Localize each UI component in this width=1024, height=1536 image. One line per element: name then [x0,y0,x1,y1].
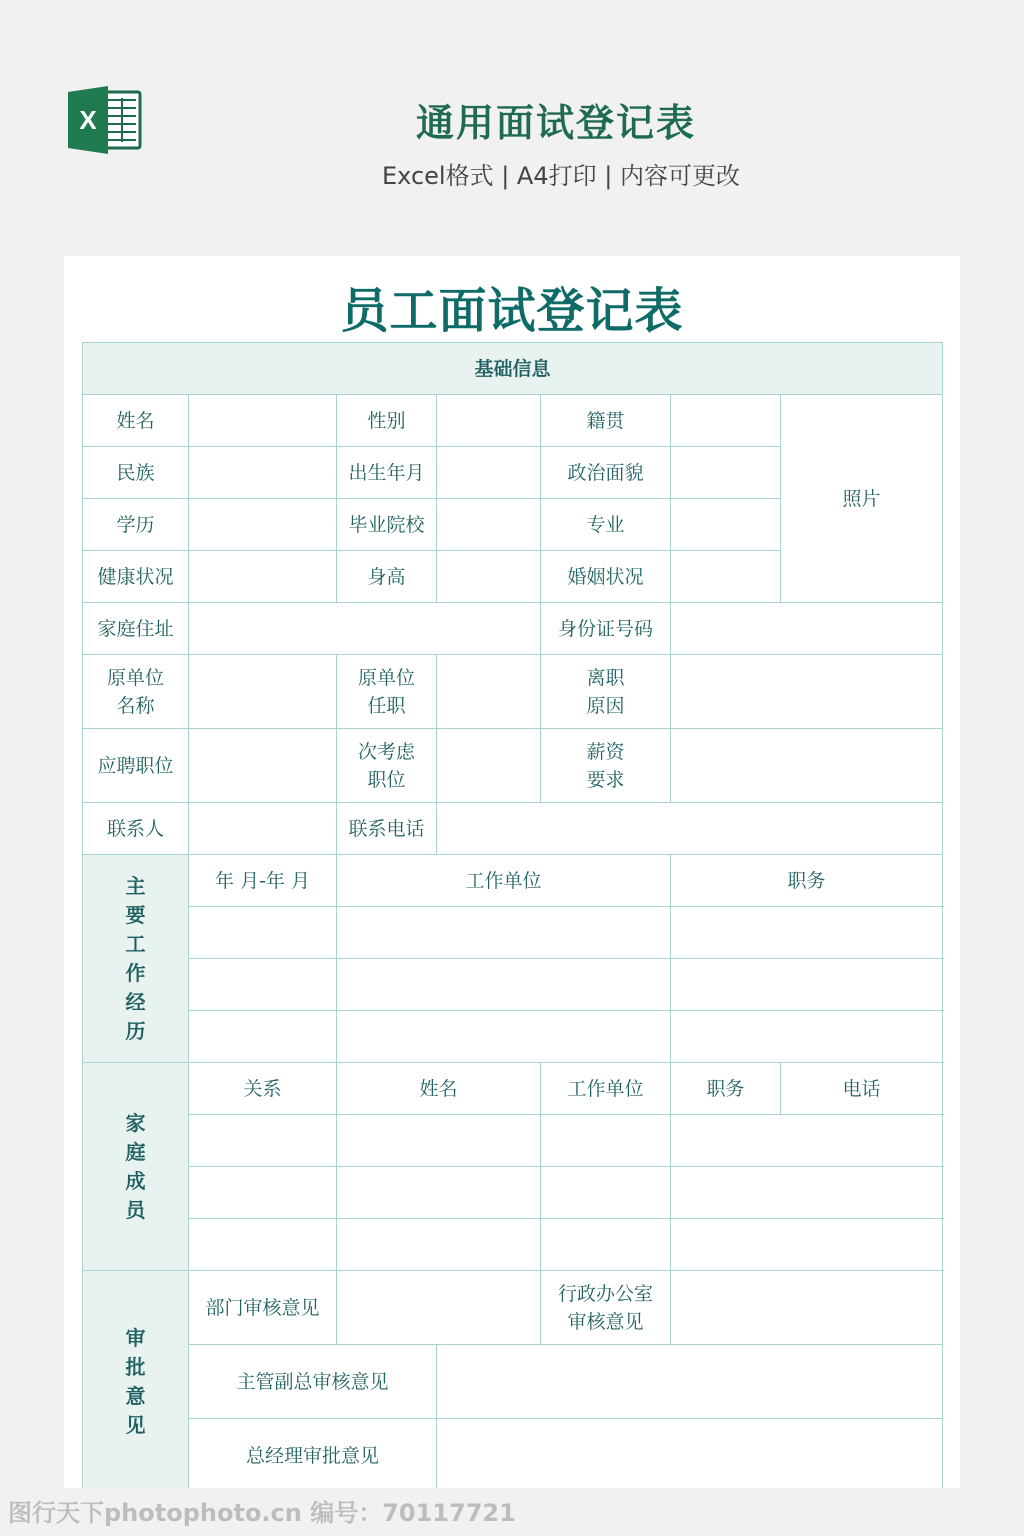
field-id-number[interactable] [671,603,943,655]
page-subtitle: Excel格式 | A4打印 | 内容可更改 [382,162,740,190]
label-applied-position: 应聘职位 [83,729,189,803]
family-cell-duty-phone[interactable] [671,1115,943,1167]
field-prev-unit[interactable] [189,655,337,729]
field-political[interactable] [671,447,781,499]
work-cell-unit[interactable] [337,907,671,959]
form-table [82,342,943,1488]
family-cell-relation[interactable] [189,1115,337,1167]
family-cell-duty-phone[interactable] [671,1219,943,1271]
family-row [83,1167,943,1219]
label-gender: 性别 [337,395,437,447]
work-header-unit: 工作单位 [337,855,671,907]
family-header-duty: 职务 [671,1063,781,1115]
work-header-period: 年 月-年 月 [189,855,337,907]
field-leave-reason[interactable] [671,655,943,729]
field-ethnicity[interactable] [189,447,337,499]
family-row [83,1115,943,1167]
label-political: 政治面貌 [541,447,671,499]
field-name[interactable] [189,395,337,447]
section-approval: 审 批 意 见 [83,1271,189,1489]
field-native-place[interactable] [671,395,781,447]
field-education[interactable] [189,499,337,551]
form-title: 员工面试登记表 [340,283,684,339]
field-admin-review[interactable] [671,1271,943,1345]
label-prev-unit: 原单位 名称 [83,655,189,729]
family-cell-name[interactable] [337,1219,541,1271]
label-dept-review: 部门审核意见 [189,1271,337,1345]
label-name: 姓名 [83,395,189,447]
work-header-duty: 职务 [671,855,943,907]
page-header [0,0,1024,240]
family-cell-unit[interactable] [541,1167,671,1219]
field-height[interactable] [437,551,541,603]
label-leave-reason: 离职 原因 [541,655,671,729]
field-marital[interactable] [671,551,781,603]
family-cell-relation[interactable] [189,1167,337,1219]
label-alt-position: 次考虑 职位 [337,729,437,803]
excel-icon-letter: X [79,105,97,135]
work-cell-period[interactable] [189,959,337,1011]
field-alt-position[interactable] [437,729,541,803]
photo-box[interactable]: 照片 [781,395,943,603]
label-major: 专业 [541,499,671,551]
work-row [83,1011,943,1063]
section-work-experience: 主 要 工 作 经 历 [83,855,189,1063]
field-applied-position[interactable] [189,729,337,803]
field-contact-phone[interactable] [437,803,943,855]
work-row [83,959,943,1011]
field-salary[interactable] [671,729,943,803]
label-health: 健康状况 [83,551,189,603]
label-contact-phone: 联系电话 [337,803,437,855]
label-prev-position: 原单位 任职 [337,655,437,729]
watermark: 图行天下photophoto.cn 编号：70117721 [8,1499,516,1527]
family-cell-name[interactable] [337,1167,541,1219]
field-contact[interactable] [189,803,337,855]
form-sheet [64,256,960,1488]
label-admin-review: 行政办公室 审核意见 [541,1271,671,1345]
label-ethnicity: 民族 [83,447,189,499]
work-cell-unit[interactable] [337,1011,671,1063]
label-vp-review: 主管副总审核意见 [189,1345,437,1419]
label-birth: 出生年月 [337,447,437,499]
field-birth[interactable] [437,447,541,499]
work-cell-period[interactable] [189,1011,337,1063]
family-header-unit: 工作单位 [541,1063,671,1115]
field-gm-review[interactable] [437,1419,943,1489]
family-cell-unit[interactable] [541,1115,671,1167]
label-address: 家庭住址 [83,603,189,655]
field-address[interactable] [189,603,541,655]
family-header-name: 姓名 [337,1063,541,1115]
work-cell-duty[interactable] [671,959,943,1011]
field-dept-review[interactable] [337,1271,541,1345]
family-header-relation: 关系 [189,1063,337,1115]
work-row [83,907,943,959]
label-height: 身高 [337,551,437,603]
label-education: 学历 [83,499,189,551]
section-basic-info: 基础信息 [83,343,943,395]
section-family-members: 家 庭 成 员 [83,1063,189,1271]
label-marital: 婚姻状况 [541,551,671,603]
family-cell-relation[interactable] [189,1219,337,1271]
field-school[interactable] [437,499,541,551]
work-cell-duty[interactable] [671,1011,943,1063]
family-cell-name[interactable] [337,1115,541,1167]
field-major[interactable] [671,499,781,551]
label-id-number: 身份证号码 [541,603,671,655]
work-cell-period[interactable] [189,907,337,959]
work-cell-unit[interactable] [337,959,671,1011]
label-gm-review: 总经理审批意见 [189,1419,437,1489]
family-header-phone: 电话 [781,1063,943,1115]
field-gender[interactable] [437,395,541,447]
field-prev-position[interactable] [437,655,541,729]
label-contact: 联系人 [83,803,189,855]
family-cell-unit[interactable] [541,1219,671,1271]
label-native-place: 籍贯 [541,395,671,447]
page-title: 通用面试登记表 [415,101,696,145]
work-cell-duty[interactable] [671,907,943,959]
field-vp-review[interactable] [437,1345,943,1419]
label-school: 毕业院校 [337,499,437,551]
family-cell-duty-phone[interactable] [671,1167,943,1219]
family-row [83,1219,943,1271]
label-salary: 薪资 要求 [541,729,671,803]
field-health[interactable] [189,551,337,603]
